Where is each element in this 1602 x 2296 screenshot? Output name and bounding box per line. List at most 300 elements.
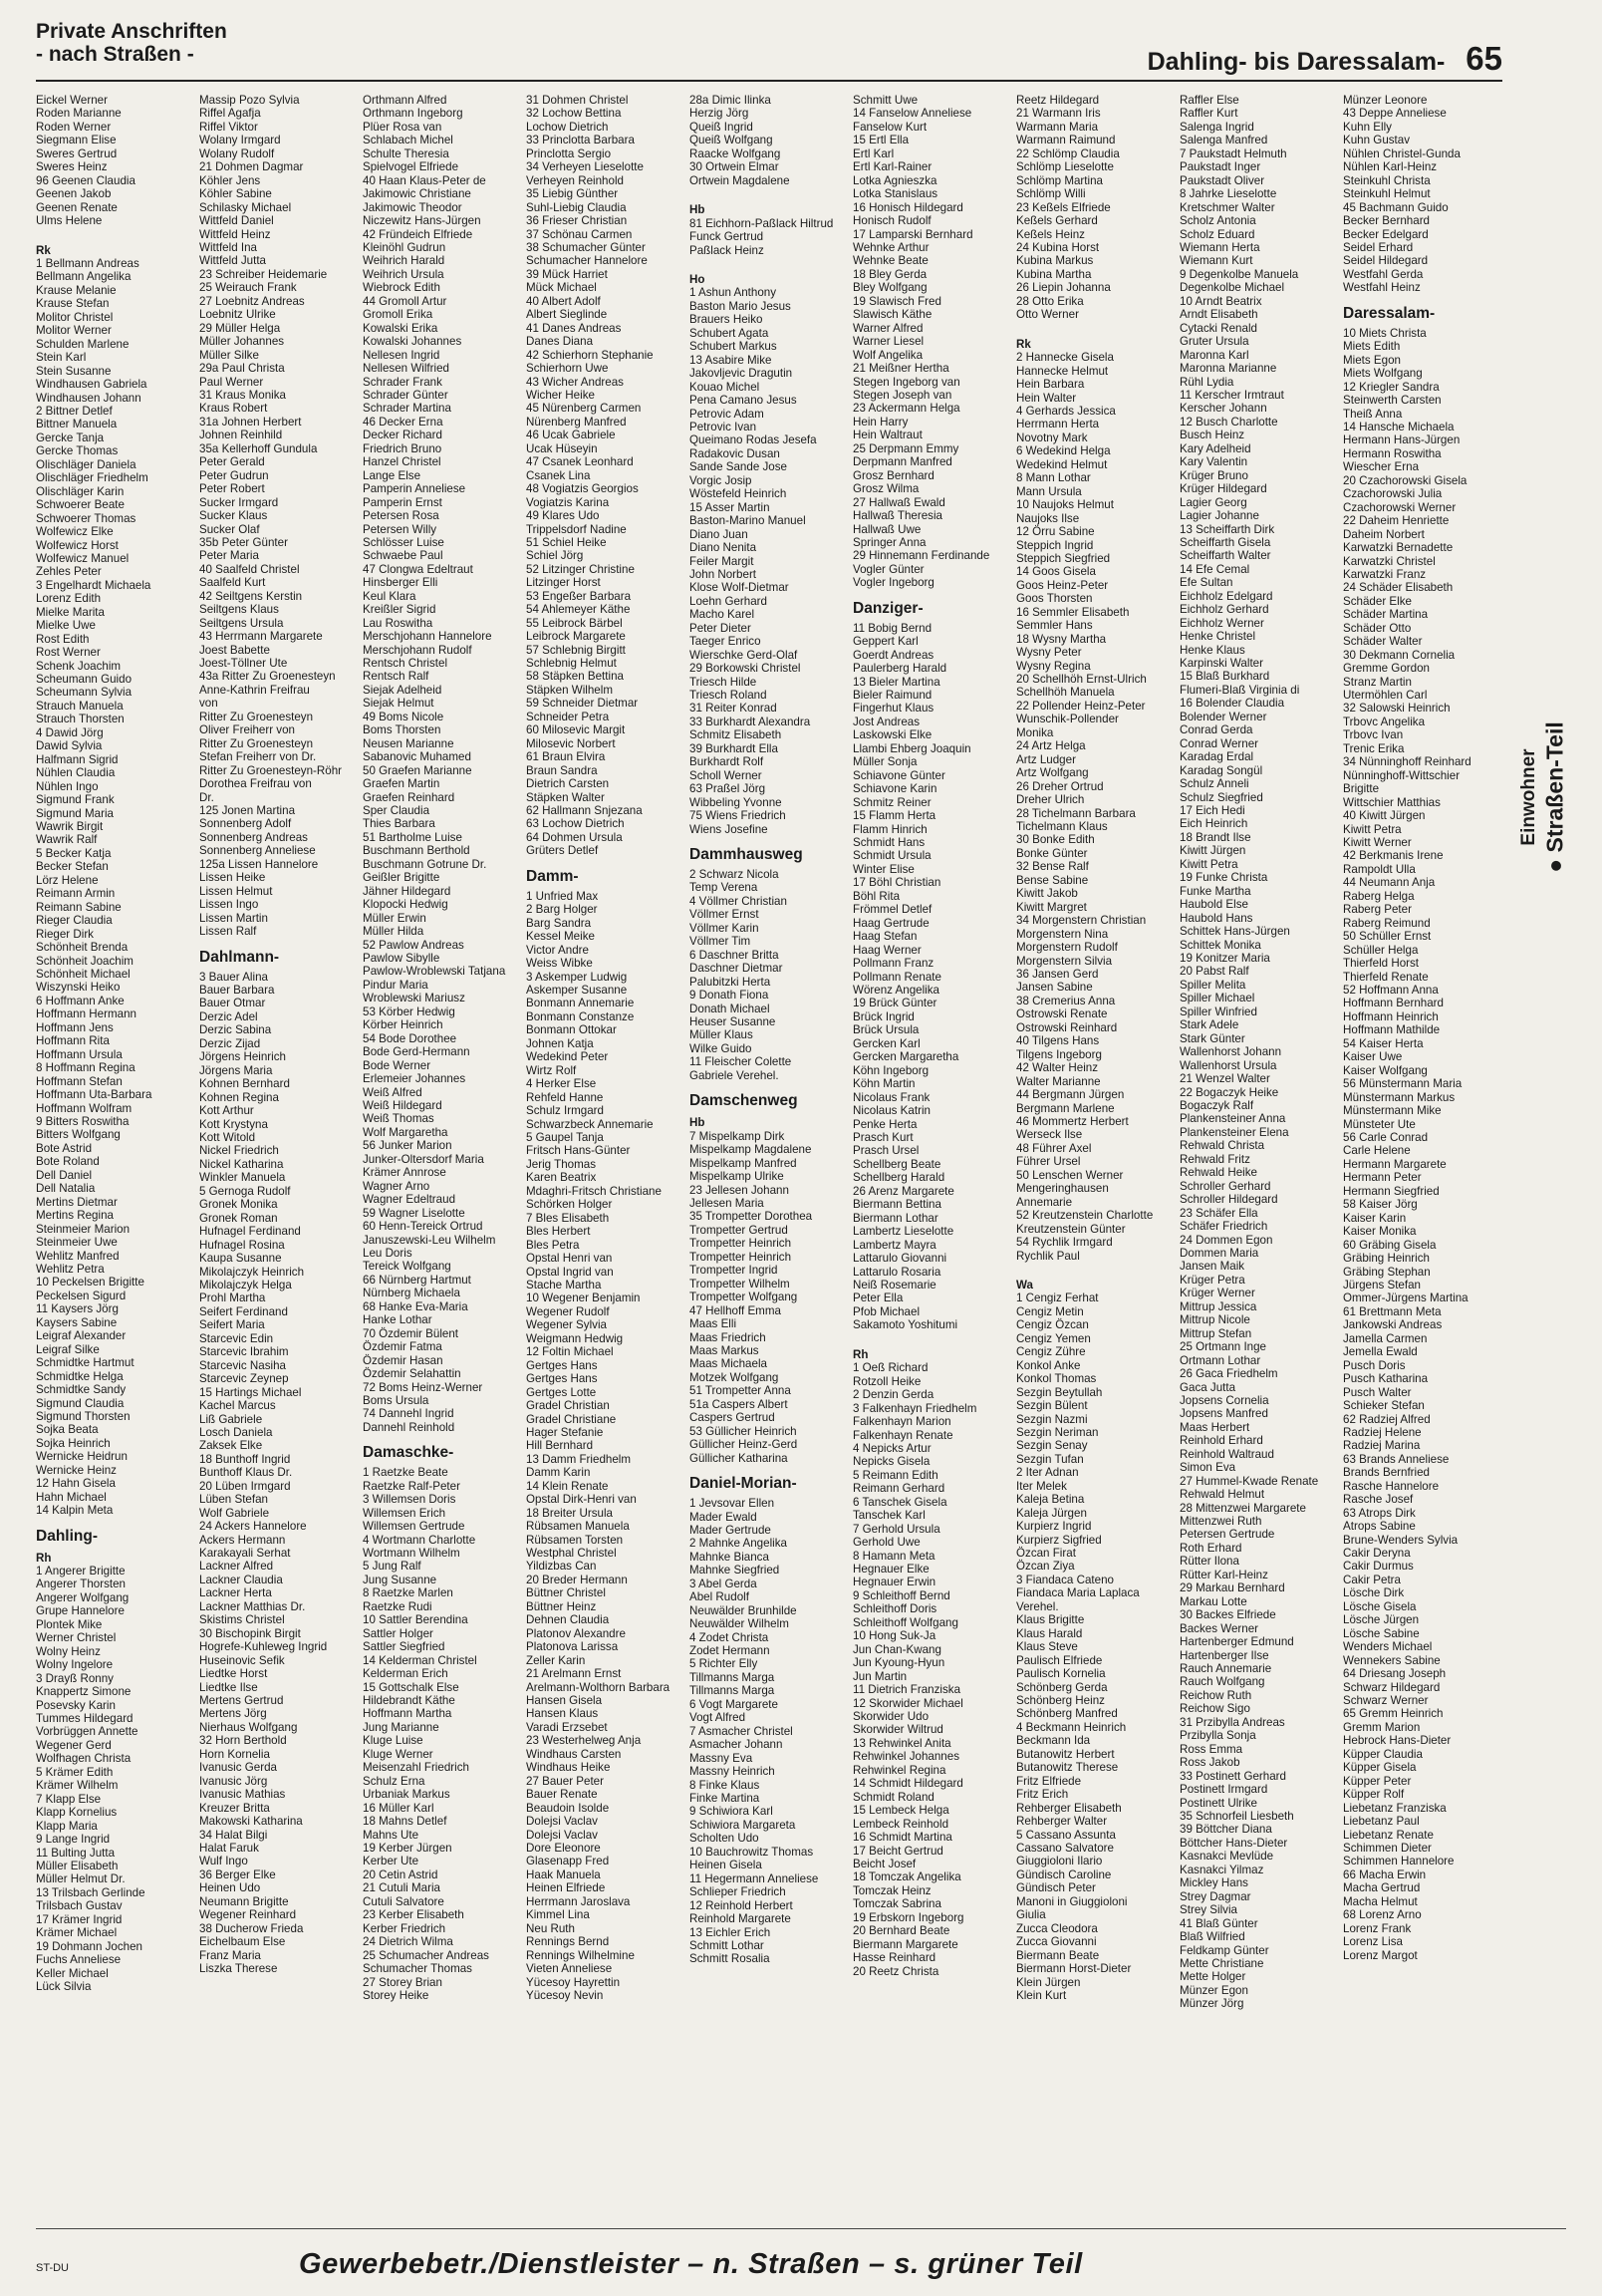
resident-entry: Bergmann Marlene — [1016, 1101, 1115, 1115]
resident-entry: Johnen Reinhild — [199, 429, 283, 442]
resident-entry: Walter Marianne — [1016, 1074, 1101, 1088]
resident-entry: 18 Bunthoff Ingrid — [199, 1452, 291, 1466]
resident-entry: Schwarzbeck Annemarie — [526, 1117, 654, 1131]
resident-entry: Storey Heike — [363, 1988, 429, 2002]
resident-entry: Ortmann Lothar — [1180, 1353, 1261, 1367]
resident-entry: Beaudoin Isolde — [526, 1801, 610, 1815]
resident-entry: Rübsamen Manuela — [526, 1520, 630, 1534]
resident-entry: Nühlen Ingo — [36, 779, 99, 793]
resident-entry: 32 Horn Berthold — [199, 1734, 287, 1748]
resident-entry: Brück Ursula — [853, 1023, 920, 1037]
resident-entry: 25 Ortmann Inge — [1180, 1340, 1267, 1354]
resident-entry: Schittek Hans-Jürgen — [1180, 925, 1290, 939]
resident-entry: Karen Beatrix — [526, 1171, 597, 1185]
resident-entry: Krämer Annrose — [363, 1166, 446, 1180]
resident-entry: Pamperin Ernst — [363, 495, 442, 509]
resident-entry: Flumeri-Blaß Virginia di — [1180, 683, 1300, 697]
resident-entry: Steinwerth Carsten — [1343, 394, 1442, 408]
resident-entry: Wagner Edeltraud — [363, 1193, 456, 1207]
resident-entry: Vogt Alfred — [689, 1711, 746, 1725]
resident-entry: 57 Schlebnig Birgitt — [526, 643, 626, 657]
resident-entry: Schulz Siegfried — [1180, 790, 1263, 804]
resident-entry: 1 Jevsovar Ellen — [689, 1497, 775, 1511]
resident-entry: Rauch Annemarie — [1180, 1662, 1272, 1676]
resident-entry: Hoffmann Stefan — [36, 1074, 123, 1088]
resident-entry: 45 Bachmann Guido — [1343, 200, 1449, 214]
resident-entry: Schönheit Brenda — [36, 941, 129, 955]
resident-entry: 14 Hansche Michaela — [1343, 420, 1455, 433]
resident-entry: Hoffmann Wolfram — [36, 1101, 133, 1115]
resident-entry: Utermöhlen Carl — [1343, 689, 1428, 703]
resident-entry: Opstal Dirk-Henri van — [526, 1493, 637, 1507]
resident-entry: Goos Thorsten — [1016, 592, 1093, 606]
resident-entry: Özdemir Hasan — [363, 1353, 443, 1367]
resident-entry: Gertges Hans — [526, 1372, 598, 1386]
resident-entry: 56 Münstermann Maria — [1343, 1077, 1463, 1091]
resident-entry: Molitor Werner — [36, 324, 112, 338]
resident-entry: Weigmann Hedwig — [526, 1331, 624, 1345]
resident-entry: 18 Breiter Ursula — [526, 1506, 613, 1520]
resident-entry: Paßlack Heinz — [689, 243, 764, 257]
resident-entry: 29a Paul Christa — [199, 362, 285, 376]
resident-entry: Wibbeling Yvonne — [689, 795, 782, 809]
resident-entry: 44 Gromoll Artur — [363, 294, 447, 308]
resident-entry: 12 Foltin Michael — [526, 1345, 614, 1359]
resident-entry: Windhaus Heike — [526, 1761, 611, 1775]
resident-entry: Fuchs Anneliese — [36, 1953, 122, 1967]
resident-entry: Pusch Walter — [1343, 1385, 1412, 1399]
resident-entry: Vieten Anneliese — [526, 1962, 613, 1976]
resident-entry: Wicher Heike — [526, 388, 595, 402]
resident-entry: Dawid Sylvia — [36, 739, 103, 753]
resident-entry: Petersen Willy — [363, 522, 437, 536]
resident-entry: Bunthoff Klaus Dr. — [199, 1466, 293, 1480]
resident-entry: 48 Vogiatzis Georgios — [526, 482, 639, 496]
resident-entry: Fanselow Kurt — [853, 120, 928, 134]
resident-entry: 23 Schäfer Ella — [1180, 1206, 1258, 1220]
resident-entry: Bonmann Annemarie — [526, 997, 635, 1010]
resident-entry: Wehlitz Manfred — [36, 1249, 120, 1263]
resident-entry: Wunschik-Pollender — [1016, 713, 1119, 726]
resident-entry: Nühlen Claudia — [36, 766, 116, 780]
resident-entry: Keul Klara — [363, 589, 416, 603]
resident-entry: Wiemann Kurt — [1180, 254, 1253, 268]
resident-entry: 26 Liepin Johanna — [1016, 281, 1111, 295]
resident-entry: Hogrefe-Kuhleweg Ingrid — [199, 1640, 328, 1654]
resident-entry: Gercken Margaretha — [853, 1050, 959, 1064]
resident-entry: Wegener Sylvia — [526, 1318, 607, 1332]
resident-entry: Schlebnig Helmut — [526, 657, 617, 671]
resident-entry: Pamperin Anneliese — [363, 482, 466, 496]
resident-entry: Keßels Gerhard — [1016, 214, 1098, 228]
resident-entry: Kurpierz Sigfried — [1016, 1533, 1102, 1547]
footer-code: ST-DU — [36, 2262, 69, 2274]
resident-entry: 12 Hahn Gisela — [36, 1477, 116, 1491]
resident-entry: Küpper Claudia — [1343, 1747, 1423, 1761]
resident-entry: 30 Bonke Edith — [1016, 833, 1095, 847]
resident-entry: Zodet Hermann — [689, 1644, 770, 1658]
resident-entry: Rehfeld Hanne — [526, 1090, 604, 1104]
resident-entry: Schrader Martina — [363, 402, 451, 416]
resident-entry: Ertl Karl-Rainer — [853, 160, 933, 174]
resident-entry: Plankensteiner Elena — [1180, 1125, 1289, 1139]
resident-entry: 5 Reimann Edith — [853, 1468, 938, 1482]
resident-entry: 8 Mann Lothar — [1016, 471, 1091, 485]
resident-entry: Wedekind Helmut — [1016, 457, 1108, 471]
resident-entry: 15 Gottschalk Else — [363, 1680, 459, 1694]
resident-entry: Cengiz Zühre — [1016, 1345, 1086, 1359]
resident-entry: Hermann Siegfried — [1343, 1184, 1440, 1198]
resident-entry: Lackner Alfred — [199, 1560, 274, 1574]
resident-entry: 42 Berkmanis Irene — [1343, 849, 1444, 863]
resident-entry: Paukstadt Oliver — [1180, 173, 1265, 187]
resident-entry: Buschmann Berthold — [363, 844, 470, 858]
footer-rule — [36, 2228, 1566, 2229]
resident-entry: Strauch Thorsten — [36, 713, 125, 726]
resident-entry: Mispelkamp Magdalene — [689, 1143, 812, 1157]
resident-entry: Liß Gabriele — [199, 1412, 263, 1426]
resident-entry: Massny Eva — [689, 1751, 753, 1765]
resident-entry: 4 Gerhards Jessica — [1016, 404, 1116, 418]
resident-entry: 34 Morgenstern Christian — [1016, 914, 1147, 928]
resident-entry: Schäder Otto — [1343, 621, 1412, 635]
resident-entry: Gremme Gordon — [1343, 662, 1430, 676]
resident-entry: 15 Flamm Herta — [853, 809, 936, 823]
directory-column — [36, 94, 193, 2226]
resident-entry: Lissen Ralf — [199, 925, 257, 939]
resident-entry: Karwatzki Bernadette — [1343, 541, 1454, 555]
resident-entry: Diano Nenita — [689, 541, 757, 555]
resident-entry: Leigraf Silke — [36, 1342, 100, 1356]
resident-entry: Ritter Zu Groenesteyn-Röhr — [199, 763, 343, 777]
resident-entry: Jakovljevic Dragutin — [689, 367, 793, 381]
resident-entry: Thierfeld Horst — [1343, 957, 1420, 971]
resident-entry: Monika — [1016, 725, 1054, 739]
resident-entry: Lorenz Lisa — [1343, 1935, 1403, 1949]
resident-entry: Schönberg Heinz — [1016, 1694, 1105, 1708]
resident-entry: 63 Lochow Dietrich — [526, 817, 625, 831]
resident-entry: Spiller Melita — [1180, 978, 1246, 992]
resident-entry: Özdemir Selahattin — [363, 1367, 461, 1381]
resident-entry: Sezgin Senay — [1016, 1439, 1088, 1453]
resident-entry: 29 Müller Helga — [199, 321, 281, 335]
resident-entry: 2 Iter Adnan — [1016, 1466, 1079, 1480]
resident-entry: 31 Kraus Monika — [199, 388, 286, 402]
resident-entry: 10 Naujoks Helmut — [1016, 498, 1114, 512]
resident-entry: Butanowitz Therese — [1016, 1761, 1119, 1775]
resident-entry: 6 Hoffmann Anke — [36, 994, 125, 1007]
resident-entry: 7 Mispelkamp Dirk — [689, 1129, 785, 1143]
resident-entry: Trompetter Heinrich — [689, 1250, 792, 1264]
resident-entry: Sabanovic Muhamed — [363, 750, 471, 764]
resident-entry: Springer Anna — [853, 535, 927, 549]
resident-entry: Skorwider Wiltrud — [853, 1723, 943, 1737]
resident-entry: Novotny Mark — [1016, 430, 1088, 444]
resident-entry: Kiwitt Petra — [1180, 857, 1238, 871]
resident-entry: Iter Melek — [1016, 1479, 1067, 1493]
resident-entry: Liedtke Horst — [199, 1667, 268, 1681]
resident-entry: Sweres Gertrud — [36, 146, 118, 160]
resident-entry: Kiwitt Jürgen — [1180, 844, 1246, 858]
resident-entry: Schlieper Friedrich — [689, 1885, 786, 1899]
resident-entry: Daheim Norbert — [1343, 527, 1425, 541]
resident-entry: Fritz Elfriede — [1016, 1774, 1082, 1788]
resident-entry: 43a Ritter Zu Groenesteyn — [199, 670, 336, 684]
resident-entry: Wiescher Erna — [1343, 460, 1420, 474]
resident-entry: 62 Hallmann Snjezana — [526, 804, 643, 818]
resident-entry: Wörenz Angelika — [853, 984, 939, 997]
resident-entry: Werner Christel — [36, 1631, 117, 1645]
resident-entry: 23 Jellesen Johann — [689, 1183, 789, 1197]
resident-entry: Flamm Hinrich — [853, 822, 928, 836]
resident-entry: Wroblewski Mariusz — [363, 992, 465, 1005]
resident-entry: Schwarz Hildegard — [1343, 1680, 1441, 1694]
resident-entry: 47 Csanek Leonhard — [526, 455, 634, 469]
resident-entry: Ortwein Magdalene — [689, 173, 790, 187]
resident-entry: Tummes Hildegard — [36, 1712, 134, 1726]
resident-entry: Slawisch Käthe — [853, 308, 933, 322]
resident-entry: Beicht Josef — [853, 1858, 917, 1870]
resident-entry: Gertges Hans — [526, 1358, 598, 1372]
resident-entry: 11 Dietrich Franziska — [853, 1683, 961, 1697]
resident-entry: Rehwald Helmut — [1180, 1488, 1265, 1502]
resident-entry: Hasse Reinhard — [853, 1951, 936, 1965]
resident-entry: 31 Dohmen Christel — [526, 94, 629, 107]
resident-entry: Tomczak Sabrina — [853, 1897, 941, 1911]
resident-entry: Derpmann Manfred — [853, 455, 952, 469]
resident-entry: 24 Dommen Egon — [1180, 1233, 1273, 1247]
resident-entry: Krüger Werner — [1180, 1287, 1255, 1300]
header-title-line1: Private Anschriften — [36, 20, 227, 43]
resident-entry: 21 Meißner Hertha — [853, 362, 949, 376]
resident-entry: 2 Denzin Gerda — [853, 1388, 934, 1402]
resident-entry: Rehwinkel Johannes — [853, 1750, 959, 1764]
resident-entry: Wysny Regina — [1016, 659, 1091, 673]
resident-entry: Yücesoy Nevin — [526, 1988, 604, 2002]
directory-column — [1016, 94, 1174, 2226]
resident-entry: Barg Sandra — [526, 916, 592, 930]
resident-entry: 11 Bulting Jutta — [36, 1846, 116, 1860]
resident-entry: Raberg Peter — [1343, 903, 1412, 917]
resident-entry: 36 Jansen Gerd — [1016, 968, 1099, 981]
resident-entry: 47 Clongwa Edeltraut — [363, 562, 473, 576]
resident-entry: Klaus Brigitte — [1016, 1613, 1085, 1627]
resident-entry: Schellhöh Manuela — [1016, 686, 1115, 700]
resident-entry: Postinett Ulrike — [1180, 1796, 1257, 1810]
resident-entry: 24 Schäder Elisabeth — [1343, 581, 1454, 595]
resident-entry: Hegnauer Erwin — [853, 1576, 936, 1589]
resident-entry: Busch Heinz — [1180, 429, 1245, 442]
resident-entry: Schroller Hildegard — [1180, 1193, 1278, 1207]
resident-entry: Kaiser Uwe — [1343, 1050, 1403, 1064]
resident-entry: Halfmann Sigrid — [36, 752, 119, 766]
resident-entry: Dr. — [199, 790, 214, 804]
resident-entry: 29 Hinnemann Ferdinande — [853, 549, 990, 563]
resident-entry: Herzig Jörg — [689, 107, 749, 121]
resident-entry: Petrovic Adam — [689, 407, 764, 421]
resident-entry: Mielke Marita — [36, 605, 105, 619]
resident-entry: Efe Sultan — [1180, 576, 1233, 590]
resident-entry: Lissen Heike — [199, 871, 266, 885]
resident-entry: Brigitte — [1343, 782, 1380, 796]
resident-entry: 1 Oeß Richard — [853, 1361, 929, 1375]
resident-entry: Princlotta Sergio — [526, 146, 612, 160]
resident-entry: Schilasky Michael — [199, 200, 292, 214]
resident-entry: Hermann Roswitha — [1343, 446, 1442, 460]
resident-entry: Körber Heinrich — [363, 1018, 443, 1032]
resident-entry: 12 Skorwider Michael — [853, 1696, 963, 1710]
resident-entry: Angerer Wolfgang — [36, 1590, 130, 1604]
resident-entry: Kelderman Erich — [363, 1667, 448, 1681]
resident-entry: Trenic Erika — [1343, 741, 1405, 755]
resident-entry: Küpper Rolf — [1343, 1788, 1405, 1802]
resident-entry: 39 Mück Harriet — [526, 267, 608, 281]
resident-entry: Wallenhorst Johann — [1180, 1045, 1282, 1059]
resident-entry: 4 Beckmann Heinrich — [1016, 1720, 1127, 1734]
resident-entry: Ivanusic Mathias — [199, 1788, 286, 1802]
resident-entry: Schwoerer Thomas — [36, 511, 136, 525]
resident-entry: Tanschek Karl — [853, 1509, 926, 1523]
resident-entry: Tereick Wolfgang — [363, 1260, 451, 1274]
resident-entry: Hermann Margarete — [1343, 1157, 1447, 1171]
resident-entry: 31 Reiter Konrad — [689, 702, 777, 716]
resident-entry: 15 Hartings Michael — [199, 1385, 302, 1399]
resident-entry: 8 Raetzke Marlen — [363, 1586, 453, 1600]
resident-entry: Warner Alfred — [853, 321, 924, 335]
resident-entry: Schwaebe Paul — [363, 549, 443, 563]
resident-entry: Tomczak Heinz — [853, 1883, 932, 1897]
resident-entry: John Norbert — [689, 567, 757, 581]
resident-entry: Rübsamen Torsten — [526, 1533, 624, 1547]
resident-entry: Nickel Friedrich — [199, 1144, 279, 1158]
section-range-title: Dahling- bis Daressalam- — [1147, 48, 1446, 76]
resident-entry: 1 Angerer Brigitte — [36, 1565, 126, 1578]
resident-entry: Münzer Jörg — [1180, 1997, 1244, 2011]
resident-entry: 60 Henn-Tereick Ortrud — [363, 1220, 483, 1234]
resident-entry: Thies Barbara — [363, 817, 435, 831]
resident-entry: Wolfhagen Christa — [36, 1752, 132, 1766]
resident-entry: Özcan Ziya — [1016, 1560, 1075, 1574]
resident-entry: 5 Jung Ralf — [363, 1560, 421, 1574]
resident-entry: Triesch Roland — [689, 689, 767, 703]
street-heading: Daressalam- — [1343, 304, 1436, 322]
resident-entry: Rost Edith — [36, 632, 90, 646]
resident-entry: Zucca Giovanni — [1016, 1935, 1097, 1949]
resident-entry: Markau Lotte — [1180, 1594, 1247, 1608]
resident-entry: 30 Dekmann Cornelia — [1343, 648, 1456, 662]
resident-entry: Bode Gerd-Hermann — [363, 1045, 470, 1059]
resident-entry: Penke Herta — [853, 1117, 918, 1131]
resident-entry: Wortmann Wilhelm — [363, 1547, 460, 1561]
resident-entry: 12 Kriegler Sandra — [1343, 380, 1440, 394]
resident-entry: 10 Arndt Beatrix — [1180, 294, 1262, 308]
resident-entry: Stein Karl — [36, 351, 87, 365]
resident-entry: 46 Ucak Gabriele — [526, 429, 616, 442]
resident-entry: Dommen Maria — [1180, 1246, 1259, 1260]
resident-entry: Brune-Wenders Sylvia — [1343, 1533, 1459, 1547]
resident-entry: Semmler Hans — [1016, 619, 1093, 633]
resident-entry: Mahns Ute — [363, 1828, 419, 1842]
page-header-right — [1148, 40, 1502, 78]
resident-entry: Blaß Wilfried — [1180, 1930, 1245, 1944]
resident-entry: 7 Gerhold Ursula — [853, 1522, 940, 1536]
resident-entry: Weiss Wibke — [526, 957, 593, 971]
resident-entry: 35b Peter Günter — [199, 535, 288, 549]
resident-entry: Radziej Helene — [1343, 1425, 1422, 1439]
resident-entry: 28 Otto Erika — [1016, 294, 1084, 308]
resident-entry: Rehwald Christa — [1180, 1139, 1265, 1153]
resident-entry: Saalfeld Kurt — [199, 576, 266, 590]
resident-entry: Bley Wolfgang — [853, 281, 928, 295]
resident-entry: Artz Ludger — [1016, 752, 1076, 766]
resident-entry: Jun Kyoung-Hyun — [853, 1656, 945, 1670]
resident-entry: Wegener Rudolf — [526, 1304, 610, 1318]
resident-entry: Trbovc Ivan — [1343, 728, 1404, 742]
resident-entry: Albert Sieglinde — [526, 308, 608, 322]
resident-entry: Bellmann Angelika — [36, 270, 132, 284]
resident-entry: Yücesoy Hayrettin — [526, 1975, 621, 1989]
resident-entry: Wiszynski Heiko — [36, 981, 121, 995]
resident-entry: 19 Konitzer Maria — [1180, 952, 1270, 965]
resident-entry: Schmidtke Hartmut — [36, 1356, 134, 1370]
resident-entry: Brück Ingrid — [853, 1009, 915, 1023]
resident-entry: Küpper Peter — [1343, 1774, 1412, 1788]
resident-entry: Schlömp Lieselotte — [1016, 160, 1114, 174]
resident-entry: Wittfeld Ina — [199, 240, 257, 254]
resident-entry: Jörgens Heinrich — [199, 1050, 286, 1064]
resident-entry: 15 Asser Martin — [689, 500, 770, 514]
directory-column — [526, 94, 683, 2226]
resident-entry: Bauer Renate — [526, 1788, 598, 1802]
resident-entry: Queimano Rodas Jesefa — [689, 433, 817, 447]
resident-entry: Willemsen Gertrude — [363, 1520, 465, 1534]
resident-entry: 28a Dimic Ilinka — [689, 94, 771, 107]
resident-entry: 2 Schwarz Nicola — [689, 868, 779, 882]
resident-entry: Scheumann Guido — [36, 673, 133, 687]
resident-entry: 55 Leibrock Bärbel — [526, 616, 623, 630]
resident-entry: Rieger Claudia — [36, 914, 113, 928]
resident-entry: 30 Ortwein Elmar — [689, 160, 779, 174]
resident-entry: Kerber Friedrich — [363, 1921, 446, 1935]
resident-entry: 35 Trompetter Dorothea — [689, 1210, 813, 1224]
resident-entry: Nühlen Christel-Gunda — [1343, 146, 1461, 160]
resident-entry: 10 Bauchrowitz Thomas — [689, 1845, 814, 1859]
resident-entry: 2 Barg Holger — [526, 903, 598, 917]
resident-entry: Hermann Hans-Jürgen — [1343, 433, 1461, 447]
resident-entry: Ivanusic Gerda — [199, 1761, 277, 1775]
resident-entry: Laskowski Elke — [853, 728, 933, 742]
resident-entry: Hanzel Christel — [363, 455, 441, 469]
resident-entry: Damm Karin — [526, 1466, 591, 1480]
resident-entry: Jellesen Maria — [689, 1196, 764, 1210]
resident-entry: Nicolaus Frank — [853, 1090, 931, 1104]
resident-entry: Wehnke Arthur — [853, 240, 930, 254]
resident-entry: Kouao Michel — [689, 380, 760, 394]
resident-entry: Münzer Leonore — [1343, 94, 1428, 107]
resident-entry: Jung Susanne — [363, 1573, 437, 1586]
resident-entry: Schiavone Karin — [853, 782, 937, 796]
resident-entry: Hufnagel Ferdinand — [199, 1225, 301, 1239]
resident-entry: Özdemir Fatma — [363, 1340, 442, 1354]
resident-entry: Trippelsdorf Nadine — [526, 522, 627, 536]
resident-entry: Haag Gertrude — [853, 916, 930, 930]
resident-entry: Strauch Manuela — [36, 699, 124, 713]
resident-entry: Münstermann Markus — [1343, 1090, 1456, 1104]
resident-entry: Maas Markus — [689, 1343, 759, 1357]
resident-entry: Wittfeld Heinz — [199, 227, 271, 241]
resident-entry: Dell Daniel — [36, 1168, 93, 1182]
resident-entry: 25 Derpmann Emmy — [853, 441, 959, 455]
